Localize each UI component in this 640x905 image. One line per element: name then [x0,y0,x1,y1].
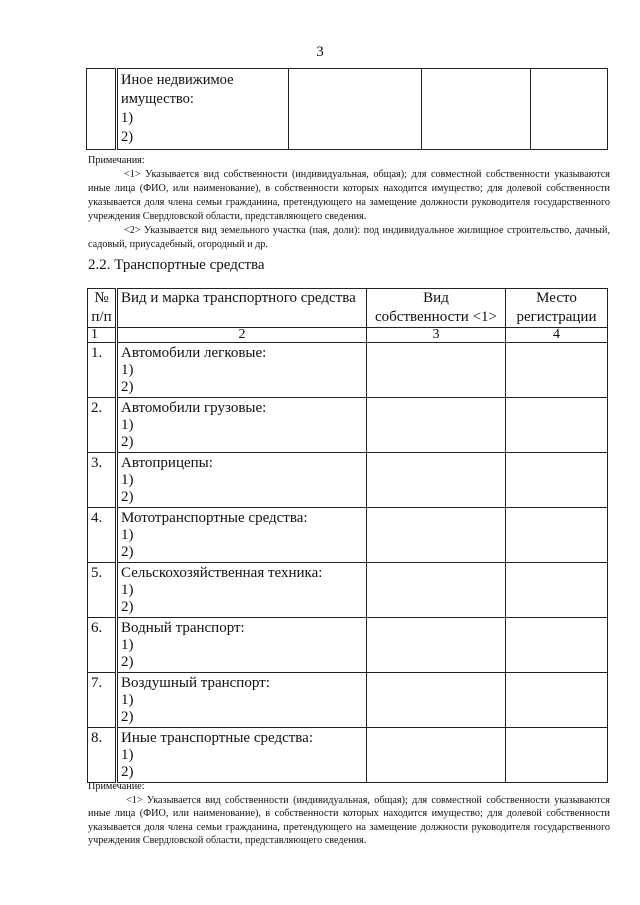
list-item: 1) [121,747,134,763]
list-item: 1) [121,110,134,126]
row-registration-cell [506,728,608,783]
list-item: 1) [121,417,134,433]
notes-title: Примечание: [88,781,145,792]
other-property-heading-line-1: Иное недвижимое [121,72,234,88]
notes-section-2 [88,780,610,848]
list-item: 2) [121,129,134,145]
list-item: 1) [121,362,134,378]
column-number: 4 [506,328,608,343]
note-1: <1> Указывается вид собственности (индивидуальная, общая); для совместной собственности указываются иные лица (ФИО, или наименование), в собственности которых находится имущество; для долевой собственности указывается доля члена семьи гражданина, претендующего на замещение должности руководителя государственного учреждения Свердловской области, представляющего сведения. [88,794,610,847]
row-description [117,343,367,398]
table-row [88,398,608,453]
row-number: 1. [88,343,117,398]
table-cell-description [117,69,289,150]
row-number: 8. [88,728,117,783]
list-item: 2) [121,489,134,505]
row-description [117,563,367,618]
note-2: <2> Указывается вид земельного участка (пая, доли): под индивидуальное жилищное строительство, дачный, садовый, приусадебный, огородный и др. [88,225,610,250]
row-ownership-cell [367,453,506,508]
row-ownership-cell [367,398,506,453]
row-ownership-cell [367,343,506,398]
table-row [88,618,608,673]
header-ownership-line-2: собственности <1> [375,309,497,325]
column-number: 1 [88,328,117,343]
list-item: 2) [121,379,134,395]
row-registration-cell [506,563,608,618]
table-row [88,563,608,618]
vehicle-category-label: Водный транспорт: [121,620,245,636]
row-ownership-cell [367,728,506,783]
list-item: 2) [121,434,134,450]
header-num [88,289,117,328]
notes-section-1 [88,154,610,252]
table-cell-number [87,69,117,150]
header-ownership-line-1: Вид [423,290,449,306]
table-row [88,343,608,398]
row-ownership-cell [367,508,506,563]
row-number: 5. [88,563,117,618]
row-registration-cell [506,453,608,508]
table-row [88,453,608,508]
table-row [87,69,608,150]
row-registration-cell [506,398,608,453]
vehicle-category-label: Иные транспортные средства: [121,730,313,746]
row-description [117,673,367,728]
row-registration-cell [506,508,608,563]
list-item: 1) [121,527,134,543]
column-number: 2 [117,328,367,343]
row-description [117,398,367,453]
table-cell-empty [531,69,608,150]
list-item: 2) [121,544,134,560]
row-description [117,618,367,673]
vehicles-table [87,288,608,783]
other-property-heading-line-2: имущество: [121,91,194,107]
note-1: <1> Указывается вид собственности (индивидуальная, общая); для совместной собственности указываются иные лица (ФИО, или наименование), в собственности которых находится имущество; для долевой собственности указывается доля члена семьи гражданина, претендующего на замещение должности руководителя государственного учреждения Свердловской области, представляющего сведения. [88,169,610,222]
row-number: 2. [88,398,117,453]
vehicle-category-label: Автомобили грузовые: [121,400,267,416]
header-registration-line-2: регистрации [516,309,597,325]
row-ownership-cell [367,563,506,618]
vehicle-category-label: Автоприцепы: [121,455,213,471]
row-registration-cell [506,618,608,673]
list-item: 2) [121,709,134,725]
list-item: 2) [121,764,134,780]
row-number: 4. [88,508,117,563]
row-ownership-cell [367,618,506,673]
row-number: 6. [88,618,117,673]
list-item: 1) [121,637,134,653]
vehicle-rows [88,343,608,783]
real-estate-continuation-table [86,68,608,150]
vehicle-category-label: Воздушный транспорт: [121,675,270,691]
column-number-row [88,328,608,343]
list-item: 2) [121,654,134,670]
vehicle-category-label: Сельскохозяйственная техника: [121,565,323,581]
header-ownership [367,289,506,328]
table-row [88,508,608,563]
row-number: 7. [88,673,117,728]
table-header-row [88,289,608,328]
row-description [117,453,367,508]
list-item: 2) [121,599,134,615]
row-ownership-cell [367,673,506,728]
table-row [88,728,608,783]
section-heading: 2.2. Транспортные средства [88,257,265,273]
header-registration-line-1: Место [536,290,577,306]
column-number: 3 [367,328,506,343]
vehicle-category-label: Автомобили легковые: [121,345,267,361]
list-item: 1) [121,582,134,598]
row-registration-cell [506,343,608,398]
list-item: 1) [121,472,134,488]
table-cell-empty [289,69,422,150]
header-num-line-2: п/п [91,309,112,325]
row-description [117,508,367,563]
header-description: Вид и марка транспортного средства [117,289,367,328]
row-description [117,728,367,783]
table-cell-empty [422,69,531,150]
vehicle-category-label: Мототранспортные средства: [121,510,308,526]
row-registration-cell [506,673,608,728]
notes-title: Примечания: [88,155,145,166]
page-number: 3 [316,44,324,60]
header-num-line-1: № [94,290,109,306]
table-row [88,673,608,728]
row-number: 3. [88,453,117,508]
header-registration [506,289,608,328]
list-item: 1) [121,692,134,708]
